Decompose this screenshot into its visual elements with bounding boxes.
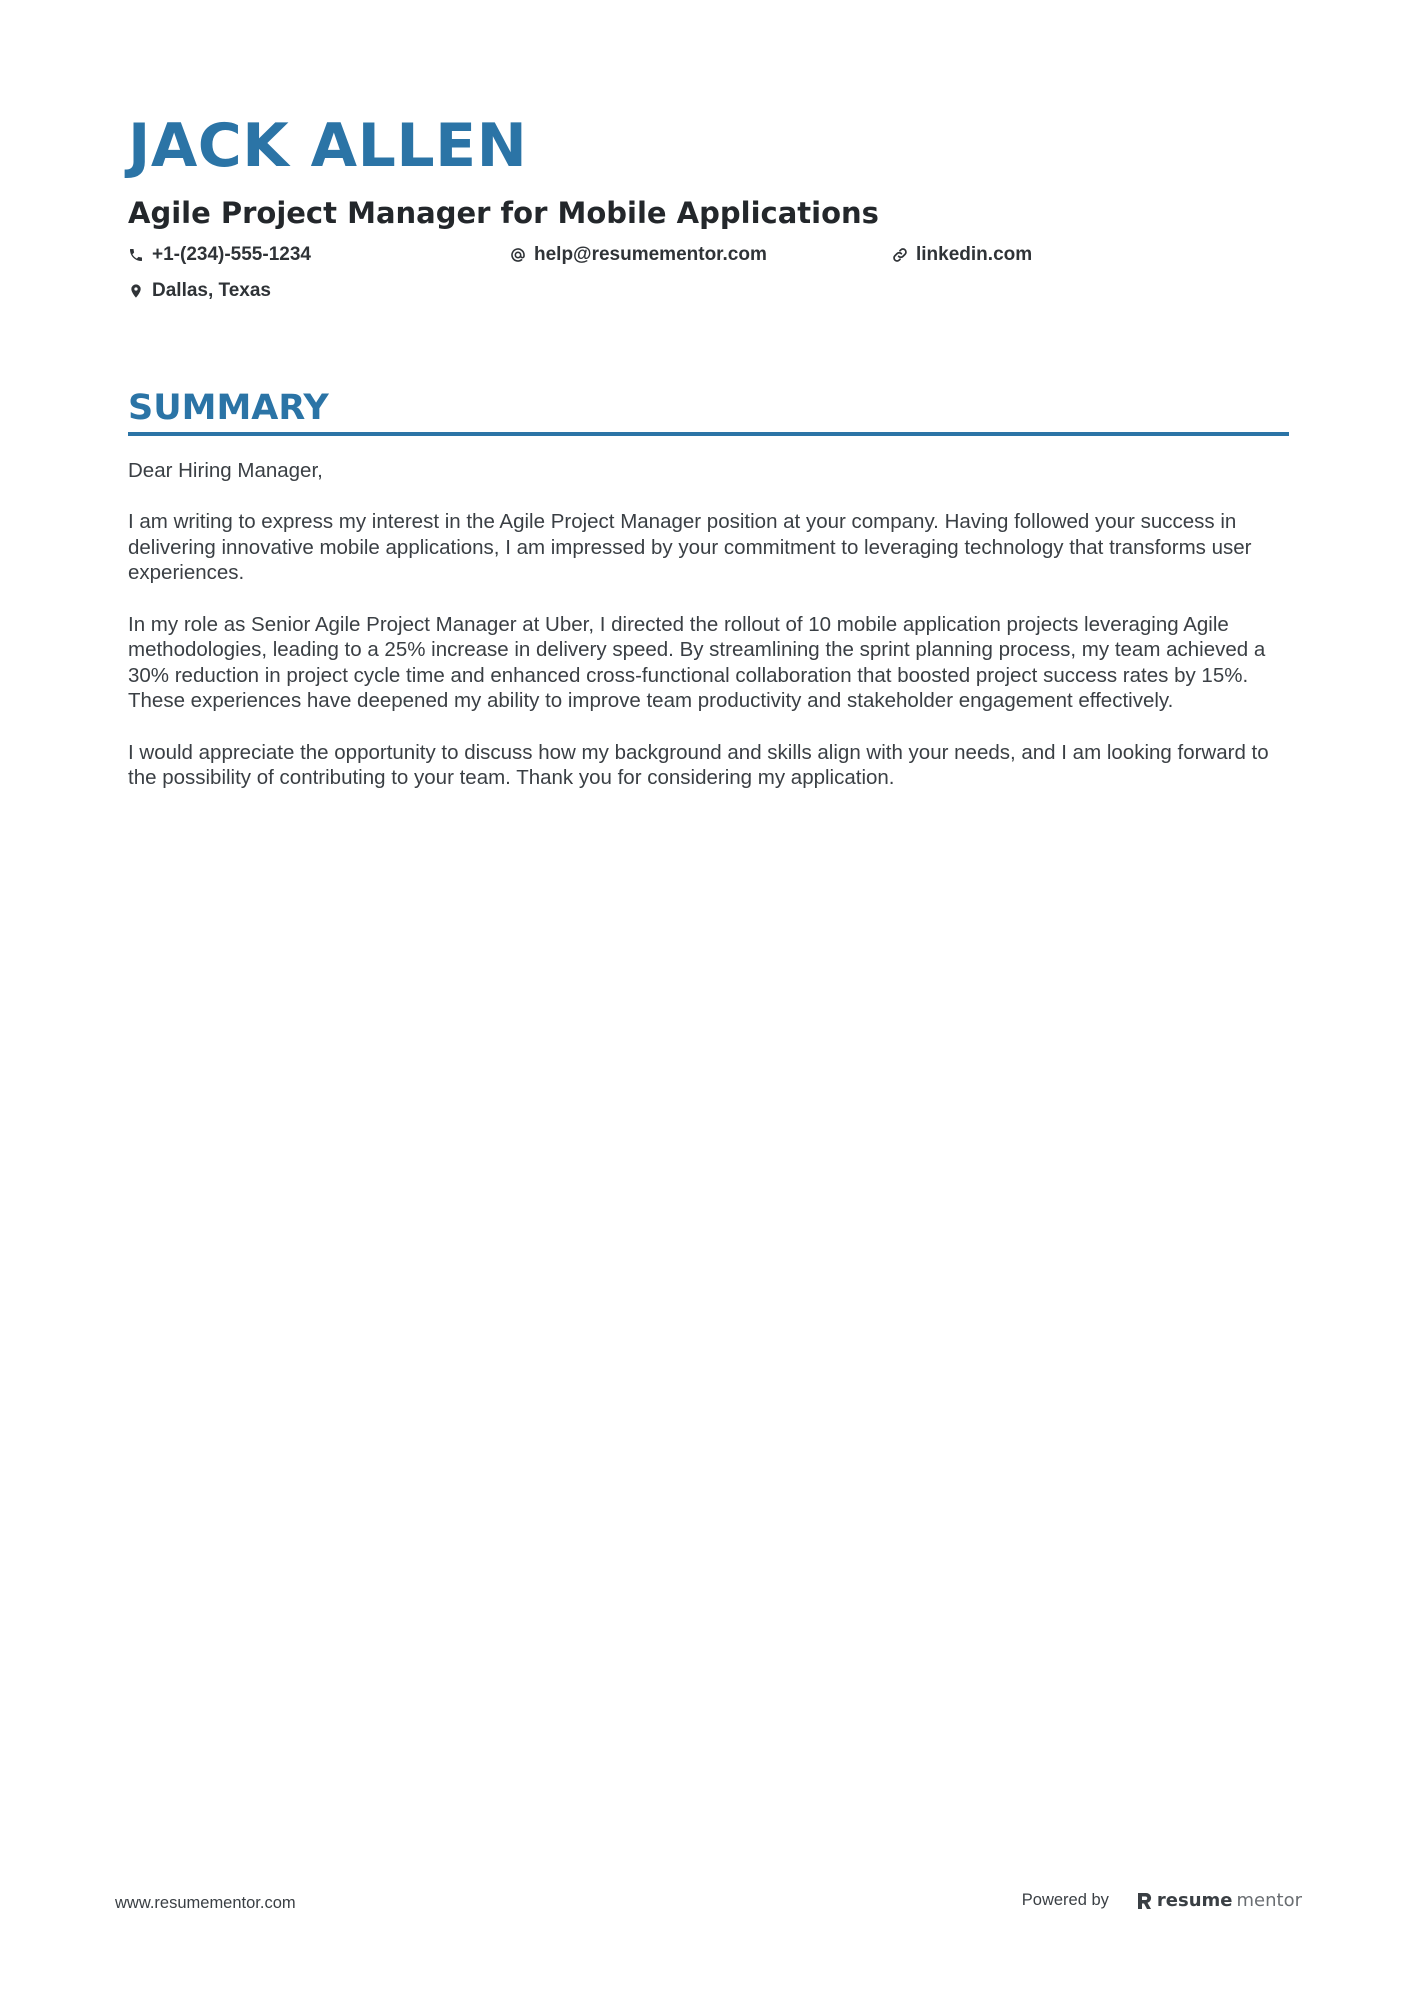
footer-branding bbox=[1022, 1890, 1302, 1911]
linkedin-link[interactable]: linkedin.com bbox=[916, 244, 1033, 265]
paragraph-experience: In my role as Senior Agile Project Manager at Uber, I directed the rollout of 10 mobile application projects leveraging Agile methodologies, leading to a 25% increase in delivery speed. By streamlining the sprint planning process, my team achieved a 30% reduction in project cycle time and enhanced cross-functional collaboration that boosted project success rates by 15%. These experiences have deepened my ability to improve team productivity and stakeholder engagement effectively. bbox=[128, 612, 1266, 713]
phone-icon bbox=[128, 247, 144, 263]
at-icon bbox=[510, 247, 526, 263]
contact-info bbox=[128, 242, 1288, 310]
letter-body bbox=[128, 458, 1289, 791]
salutation: Dear Hiring Manager, bbox=[128, 459, 323, 482]
link-icon bbox=[892, 247, 908, 263]
contact-location bbox=[128, 278, 271, 304]
contact-phone bbox=[128, 242, 311, 268]
candidate-headline: Agile Project Manager for Mobile Applications bbox=[128, 196, 879, 230]
brand-logo[interactable] bbox=[1137, 1890, 1302, 1911]
powered-by-label: Powered by bbox=[1021, 1891, 1109, 1909]
paragraph-closing: I would appreciate the opportunity to discuss how my background and skills align with your needs, and I am looking forward to the possibility of contributing to your team. Thank you for considering my application. bbox=[128, 740, 1269, 790]
brand-name-part2: mentor bbox=[1236, 1890, 1302, 1911]
phone-number: +1-(234)-555-1234 bbox=[152, 244, 311, 265]
summary-section bbox=[128, 386, 1289, 816]
contact-link[interactable] bbox=[892, 242, 1032, 268]
candidate-name: JACK ALLEN bbox=[128, 111, 528, 181]
paragraph-intro: I am writing to express my interest in the Agile Project Manager position at your company. Having followed your success in delivering innovative mobile applications, I am impressed by your commitment to leveraging technology that transforms user experiences. bbox=[128, 510, 1252, 585]
contact-email[interactable] bbox=[510, 242, 767, 268]
brand-name-part1: resume bbox=[1156, 1890, 1233, 1911]
resumementor-logo-icon bbox=[1137, 1891, 1153, 1911]
header bbox=[128, 108, 1288, 310]
email-address[interactable]: help@resumementor.com bbox=[534, 244, 767, 265]
section-title: SUMMARY bbox=[128, 388, 329, 428]
location-text: Dallas, Texas bbox=[152, 280, 272, 301]
footer-website[interactable]: www.resumementor.com bbox=[115, 1894, 296, 1912]
map-pin-icon bbox=[128, 283, 144, 299]
section-divider bbox=[128, 432, 1289, 436]
